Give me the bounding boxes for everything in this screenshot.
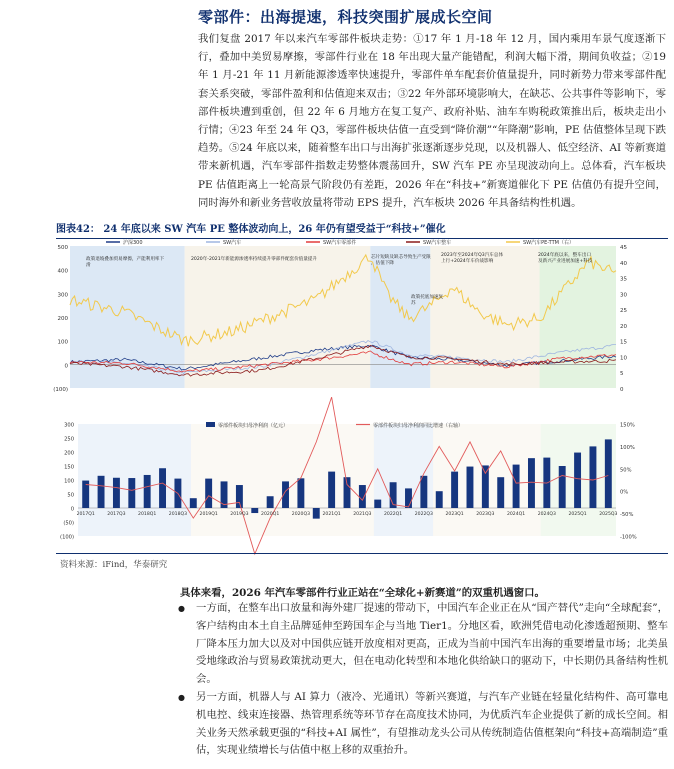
y-tick-right: 30 (620, 292, 627, 299)
bullet-item: ● 一方面，在整车出口放量和海外建厂提速的带动下，中国汽车企业正在从“国产替代”走向“全球配套”，客户结构由本土自主品牌延伸至跨国车企与当地 Tier1。分地区看，欧洲凭借电动化渗透超预期、整车厂降本压力加大以及对中国供应链开放度相对更高，正成为当前中国汽车出海的重要增量市场；北美虽受地缘政治与贸易政策扰动更大，但在电动化转型和本地化供给缺口的驱动下，中长期仍具备结构性机会。 (180, 600, 668, 689)
y-tick-left: 400 (57, 268, 68, 275)
x-tick-label: 2017Q1 (76, 512, 95, 517)
profit-bar (113, 478, 120, 508)
legend-label: 零部件板块归母净利润（亿元） (218, 423, 289, 429)
x-tick-label: 2020Q3 (291, 512, 311, 517)
source-divider (56, 553, 668, 554)
legend-label: SW汽车 (223, 240, 242, 246)
profit-bar (420, 476, 427, 508)
y-tick-left: (100) (53, 387, 68, 393)
profit-bar (128, 478, 135, 508)
y-tick-left: 300 (64, 422, 74, 429)
y-tick-right: 10 (620, 355, 627, 362)
phase-annotation: 芯片短缺及缺芯导致生产受限，估值下降 (371, 255, 431, 266)
profit-bar (574, 453, 581, 508)
y-tick-right: 35 (620, 276, 627, 283)
x-tick-label: 2020Q1 (261, 512, 280, 517)
y-tick-left: 0 (64, 363, 68, 370)
profit-bar (190, 498, 197, 508)
profit-bar (328, 472, 335, 508)
phase-annotation: 政策托底加速复苏 (411, 295, 444, 306)
legend-swatch (206, 422, 215, 427)
profit-bar (251, 508, 258, 513)
y-tick-right: 5 (620, 371, 624, 378)
y-tick-left: (50) (63, 520, 74, 527)
x-tick-label: 2025Q1 (568, 512, 587, 517)
profit-bar (589, 446, 596, 508)
profit-bar (405, 488, 412, 508)
legend-label: SW汽车零部件 (323, 240, 357, 246)
x-tick-label: 2023Q3 (476, 512, 495, 517)
phase-annotation: 2023年至2024年Q3汽车总体上行+2024年车价战影响 (441, 253, 504, 264)
index-pe-line-chart (53, 238, 668, 414)
profit-bar (436, 491, 443, 508)
phase-annotation: 2020年-2021年新能源渗透率持续提升零部件配套价值量提升 (191, 257, 318, 262)
profit-bar (159, 468, 166, 508)
x-tick-label: 2018Q1 (138, 512, 157, 517)
x-tick-label: 2022Q1 (383, 512, 403, 517)
profit-bar (605, 439, 612, 508)
intro-paragraph: 我们复盘 2017 年以来汽车零部件板块走势：①17 年 1 月-18 年 12 月，国内乘用车景气度逐渐下行，叠加中美贸易摩擦，零部件行业在 18 年出现大量产能错配，利润大幅下滑，期间负收益；②19 年 1 月-21 年 11 月新能源渗透率快速提升，零部件单车配套价值量提升，同时新势力带来零部件配套关系突破，零部件盈利和估值迎来双击；③22 年外部环境影响大，在缺芯、公共事件等影响下，零部件板块遭到重创，但 22 年 6 月地方在复工复产、政府补贴、油车车购税政策推出后，板块走出小行情；④23 年至 24 年 Q3，零部件板块估值一直受到“降价潮”“年降潮”影响，PE 估值整体呈现下跌趋势。⑤24 年底以来，随着整车出口与出海扩张逐渐逐步兑现，以及机器人、低空经济、AI 等新赛道带来新机遇，汽车零部件指数走势整体震荡回升，SW 汽车 PE 亦呈现波动向上。总体看，汽车板块 PE 估值距离上一轮高景气阶段仍有差距，2026 年在“科技+”新赛道催化下 PE 估值仍有提升空间，同时海外和新业务营收放量将带动 EPS 提升，汽车板块 2026 年具备结构性机遇。 (198, 33, 666, 209)
profit-bar (144, 475, 151, 508)
y-tick-left: (100) (60, 534, 74, 541)
legend-label: 零部件板块归母净利润同比增速（右轴） (373, 423, 464, 429)
x-tick-label: 2025Q3 (599, 512, 618, 517)
y-tick-left: 300 (57, 292, 68, 299)
phase-annotation: 政策退坡叠加贸易摩擦，产能利用率下滑 (86, 257, 165, 268)
profit-bar (359, 485, 366, 508)
phase-band (370, 246, 430, 388)
legend-label: 沪深300 (123, 240, 143, 246)
profit-bar (451, 472, 458, 508)
profit-bar (297, 478, 304, 508)
y-tick-left: 100 (64, 478, 74, 485)
bullet-item: ● 另一方面，机器人与 AI 算力（液冷、光通讯）等新兴赛道，与汽车产业链在轻量化结构件、高可靠电机电控、线束连接器、热管理系统等环节存在高度技术协同，为优质汽车企业提供了新的成长空间。相关业务天然承载更强的“科技+AI 属性”，有望推动龙头公司从传统制造估值框架向“科技+高端制造”重估，实现业绩增长与估值中枢上移的双重抬升。 (180, 689, 668, 760)
y-tick-left: 500 (57, 245, 68, 251)
x-tick-label: 2018Q3 (168, 512, 188, 517)
y-tick-left: 150 (64, 464, 74, 471)
y-tick-left: 0 (70, 506, 74, 513)
x-tick-label: 2024Q1 (506, 512, 526, 517)
y-tick-right: 0% (620, 489, 629, 496)
profit-bar (497, 477, 504, 508)
legend-label: SW汽车PE-TTM（右） (523, 240, 574, 246)
x-tick-label: 2017Q3 (107, 512, 126, 517)
profit-bar (482, 465, 489, 508)
section-title: 零部件：出海提速，科技突围扩展成长空间 (198, 8, 493, 26)
y-tick-left: 100 (57, 339, 68, 346)
profit-bar (236, 485, 243, 508)
y-tick-right: 45 (620, 245, 627, 251)
profit-bar (313, 508, 320, 519)
x-tick-label: 2019Q1 (199, 512, 218, 517)
x-tick-label: 2022Q3 (414, 512, 433, 517)
phase-band (540, 246, 616, 388)
y-tick-right: 0 (620, 387, 624, 393)
x-tick-label: 2023Q1 (445, 512, 464, 517)
bullet-list (180, 600, 668, 760)
y-tick-right: -50% (620, 512, 634, 519)
y-tick-right: 40 (620, 260, 627, 267)
x-tick-label: 2019Q3 (230, 512, 249, 517)
y-tick-right: 50% (620, 467, 632, 474)
x-tick-label: 2021Q1 (322, 512, 341, 517)
y-tick-left: 50 (67, 492, 74, 499)
profit-bar (528, 458, 535, 508)
legend-label: SW汽车整车 (423, 240, 452, 246)
lead-paragraph: 具体来看，2026 年汽车零部件行业正站在“全球化+新赛道”的双重机遇窗口。 (180, 587, 545, 599)
profit-bar (513, 465, 520, 508)
y-tick-right: -100% (620, 534, 637, 541)
y-tick-right: 20 (620, 323, 627, 330)
phase-annotation: 2024年底以来，整车出口及新兴产业进展加速+科技 (538, 253, 593, 264)
source-note: 资料来源：iFind，华泰研究 (60, 560, 168, 570)
y-tick-left: 250 (64, 436, 74, 443)
x-tick-label: 2021Q3 (353, 512, 372, 517)
y-tick-right: 25 (620, 308, 627, 315)
x-tick-label: 2024Q3 (537, 512, 556, 517)
phase-band (430, 246, 539, 388)
profit-bar (98, 476, 105, 508)
y-tick-right: 150% (620, 422, 635, 429)
profit-bar (559, 466, 566, 508)
y-tick-left: 200 (64, 450, 74, 457)
profit-bar-chart (56, 418, 668, 550)
profit-bar (344, 477, 351, 508)
profit-bar (205, 479, 212, 508)
y-tick-left: 200 (57, 316, 68, 322)
figure-caption: 图表42： 24 年底以来 SW 汽车 PE 整体波动向上，26 年仍有望受益于“科技+”催化 (56, 220, 668, 239)
y-tick-right: 15 (620, 339, 627, 346)
y-tick-right: 100% (620, 444, 635, 451)
profit-bar (374, 500, 381, 508)
profit-bar (267, 496, 274, 508)
profit-bar (467, 467, 474, 508)
phase-band (185, 246, 371, 388)
